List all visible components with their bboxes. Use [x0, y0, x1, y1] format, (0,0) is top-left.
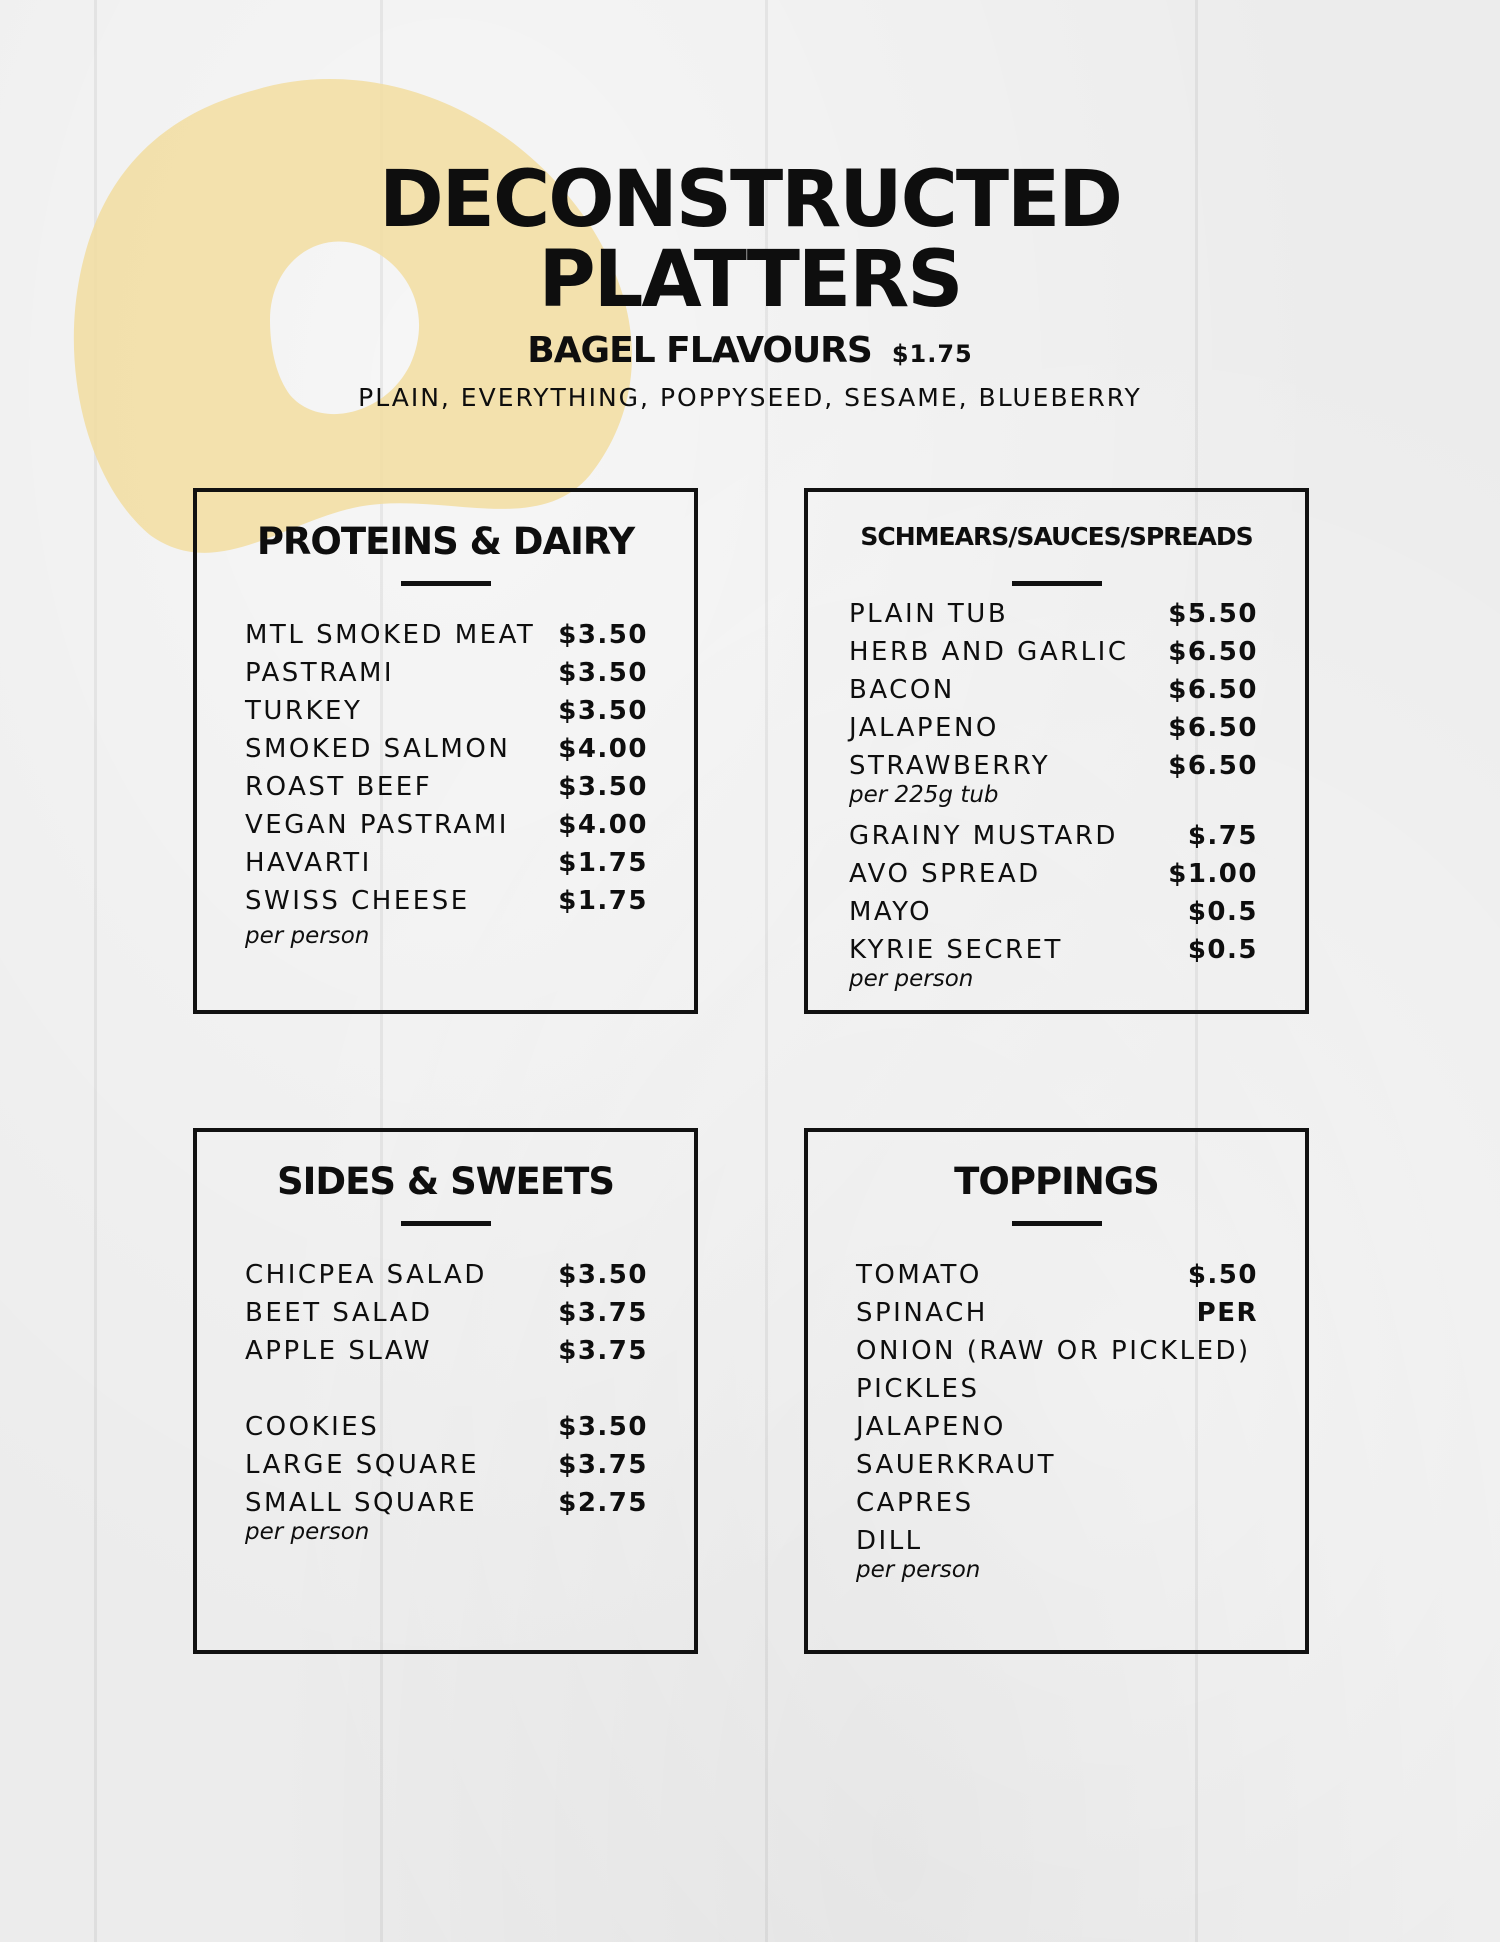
per-person-note: per person: [849, 966, 974, 992]
menu-item: [856, 1450, 1258, 1488]
menu-item: [849, 821, 1258, 859]
menu-item: [245, 848, 648, 886]
menu-item: [849, 751, 1258, 783]
page-title: [0, 155, 1500, 325]
item-name: MAYO: [849, 897, 933, 927]
sides-sweets-panel: [193, 1128, 698, 1654]
title-divider: [401, 1221, 491, 1226]
toppings-price-unit: PER: [1196, 1298, 1258, 1328]
item-price: $2.75: [558, 1488, 648, 1518]
menu-item: [245, 658, 648, 696]
sides-list: [245, 1260, 648, 1544]
menu-item: [245, 620, 648, 658]
item-name: PLAIN TUB: [849, 599, 1009, 629]
item-name: MTL SMOKED MEAT: [245, 620, 536, 650]
item-price: $1.00: [1168, 859, 1258, 889]
title-line-2: PLATTERS: [538, 235, 962, 325]
bagel-flavours-line: [0, 330, 1500, 371]
item-price: $3.50: [558, 696, 648, 726]
item-name: STRAWBERRY: [849, 751, 1051, 781]
item-price: $0.5: [1187, 897, 1258, 927]
menu-item: [856, 1526, 1258, 1558]
panel-title: PROTEINS & DAIRY: [256, 520, 635, 563]
schmears-list: [849, 599, 1258, 991]
menu-item: [245, 1298, 648, 1336]
item-name: TURKEY: [245, 696, 363, 726]
item-name: JALAPENO: [849, 713, 999, 743]
item-price: $3.75: [558, 1450, 648, 1480]
item-name: SMOKED SALMON: [245, 734, 511, 764]
panel-title: SCHMEARS/SAUCES/SPREADS: [860, 522, 1253, 551]
item-name: GRAINY MUSTARD: [849, 821, 1118, 851]
menu-item: [856, 1374, 1258, 1412]
bagel-flavours-heading: BAGEL FLAVOURS: [527, 330, 872, 371]
item-name: ONION (RAW OR PICKLED): [856, 1336, 1251, 1366]
item-price: $1.75: [558, 848, 648, 878]
item-name: HERB AND GARLIC: [849, 637, 1129, 667]
item-name: JALAPENO: [856, 1412, 1006, 1442]
item-name: KYRIE SECRET: [849, 935, 1063, 965]
menu-item: [849, 935, 1258, 967]
toppings-price-amount: $.50: [1187, 1260, 1258, 1290]
menu-header: [0, 155, 1500, 412]
toppings-list: [856, 1260, 1258, 1582]
title-line-1: DECONSTRUCTED: [378, 155, 1122, 245]
menu-item: [849, 897, 1258, 935]
proteins-list: [245, 620, 648, 948]
menu-item: [856, 1336, 1258, 1374]
item-price: $.75: [1187, 821, 1258, 851]
item-name: APPLE SLAW: [245, 1336, 432, 1366]
per-person-note: per person: [856, 1557, 981, 1583]
item-name: CAPRES: [856, 1488, 974, 1518]
item-price: $3.75: [558, 1336, 648, 1366]
menu-item: [856, 1412, 1258, 1450]
menu-item: [245, 886, 648, 924]
menu-item: [245, 1260, 648, 1298]
bagel-flavours-list: PLAIN, EVERYTHING, POPPYSEED, SESAME, BLUEBERRY: [358, 383, 1142, 412]
item-price: $6.50: [1168, 713, 1258, 743]
panel-title: TOPPINGS: [954, 1160, 1159, 1203]
item-price: $6.50: [1168, 751, 1258, 781]
per-tub-note: per 225g tub: [849, 782, 999, 808]
toppings-panel: [804, 1128, 1309, 1654]
menu-item: [245, 734, 648, 772]
item-name: CHICPEA SALAD: [245, 1260, 487, 1290]
menu-item: [849, 713, 1258, 751]
menu-item: [245, 1336, 648, 1374]
menu-item: [849, 675, 1258, 713]
item-name: BACON: [849, 675, 955, 705]
item-name: SWISS CHEESE: [245, 886, 470, 916]
item-price: $6.50: [1168, 675, 1258, 705]
item-price: $3.50: [558, 772, 648, 802]
menu-item: [856, 1488, 1258, 1526]
item-name: BEET SALAD: [245, 1298, 433, 1328]
menu-item: [245, 1450, 648, 1488]
title-divider: [1012, 1221, 1102, 1226]
item-name: HAVARTI: [245, 848, 372, 878]
item-name: SMALL SQUARE: [245, 1488, 478, 1518]
item-name: TOMATO: [856, 1260, 982, 1290]
title-divider: [401, 581, 491, 586]
menu-item: [245, 696, 648, 734]
menu-item: [856, 1260, 1258, 1298]
item-name: PASTRAMI: [245, 658, 395, 688]
item-name: SPINACH: [856, 1298, 988, 1328]
item-price: $5.50: [1168, 599, 1258, 629]
per-person-note: per person: [245, 923, 370, 949]
item-price: $6.50: [1168, 637, 1258, 667]
item-name: COOKIES: [245, 1412, 380, 1442]
menu-item: [849, 859, 1258, 897]
item-name: SAUERKRAUT: [856, 1450, 1057, 1480]
item-price: $3.50: [558, 1412, 648, 1442]
schmears-panel: [804, 488, 1309, 1014]
item-name: ROAST BEEF: [245, 772, 433, 802]
item-price: $3.50: [558, 1260, 648, 1290]
item-name: LARGE SQUARE: [245, 1450, 480, 1480]
item-price: $3.75: [558, 1298, 648, 1328]
per-person-note: per person: [245, 1519, 370, 1545]
menu-item: [849, 599, 1258, 637]
item-price: $3.50: [558, 620, 648, 650]
item-price: $1.75: [558, 886, 648, 916]
menu-item: [849, 637, 1258, 675]
menu-item: [245, 810, 648, 848]
item-price: $0.5: [1187, 935, 1258, 965]
item-name: AVO SPREAD: [849, 859, 1041, 889]
bagel-flavours-price: $1.75: [891, 340, 973, 368]
item-price: $4.00: [558, 734, 648, 764]
item-name: DILL: [856, 1526, 923, 1556]
panel-title: SIDES & SWEETS: [277, 1160, 614, 1203]
item-price: $4.00: [558, 810, 648, 840]
title-divider: [1012, 581, 1102, 586]
item-name: VEGAN PASTRAMI: [245, 810, 509, 840]
item-price: $3.50: [558, 658, 648, 688]
menu-item: [245, 772, 648, 810]
menu-item: [856, 1298, 1258, 1336]
menu-item: [245, 1488, 648, 1520]
menu-item: [245, 1412, 648, 1450]
item-name: PICKLES: [856, 1374, 980, 1404]
proteins-dairy-panel: [193, 488, 698, 1014]
